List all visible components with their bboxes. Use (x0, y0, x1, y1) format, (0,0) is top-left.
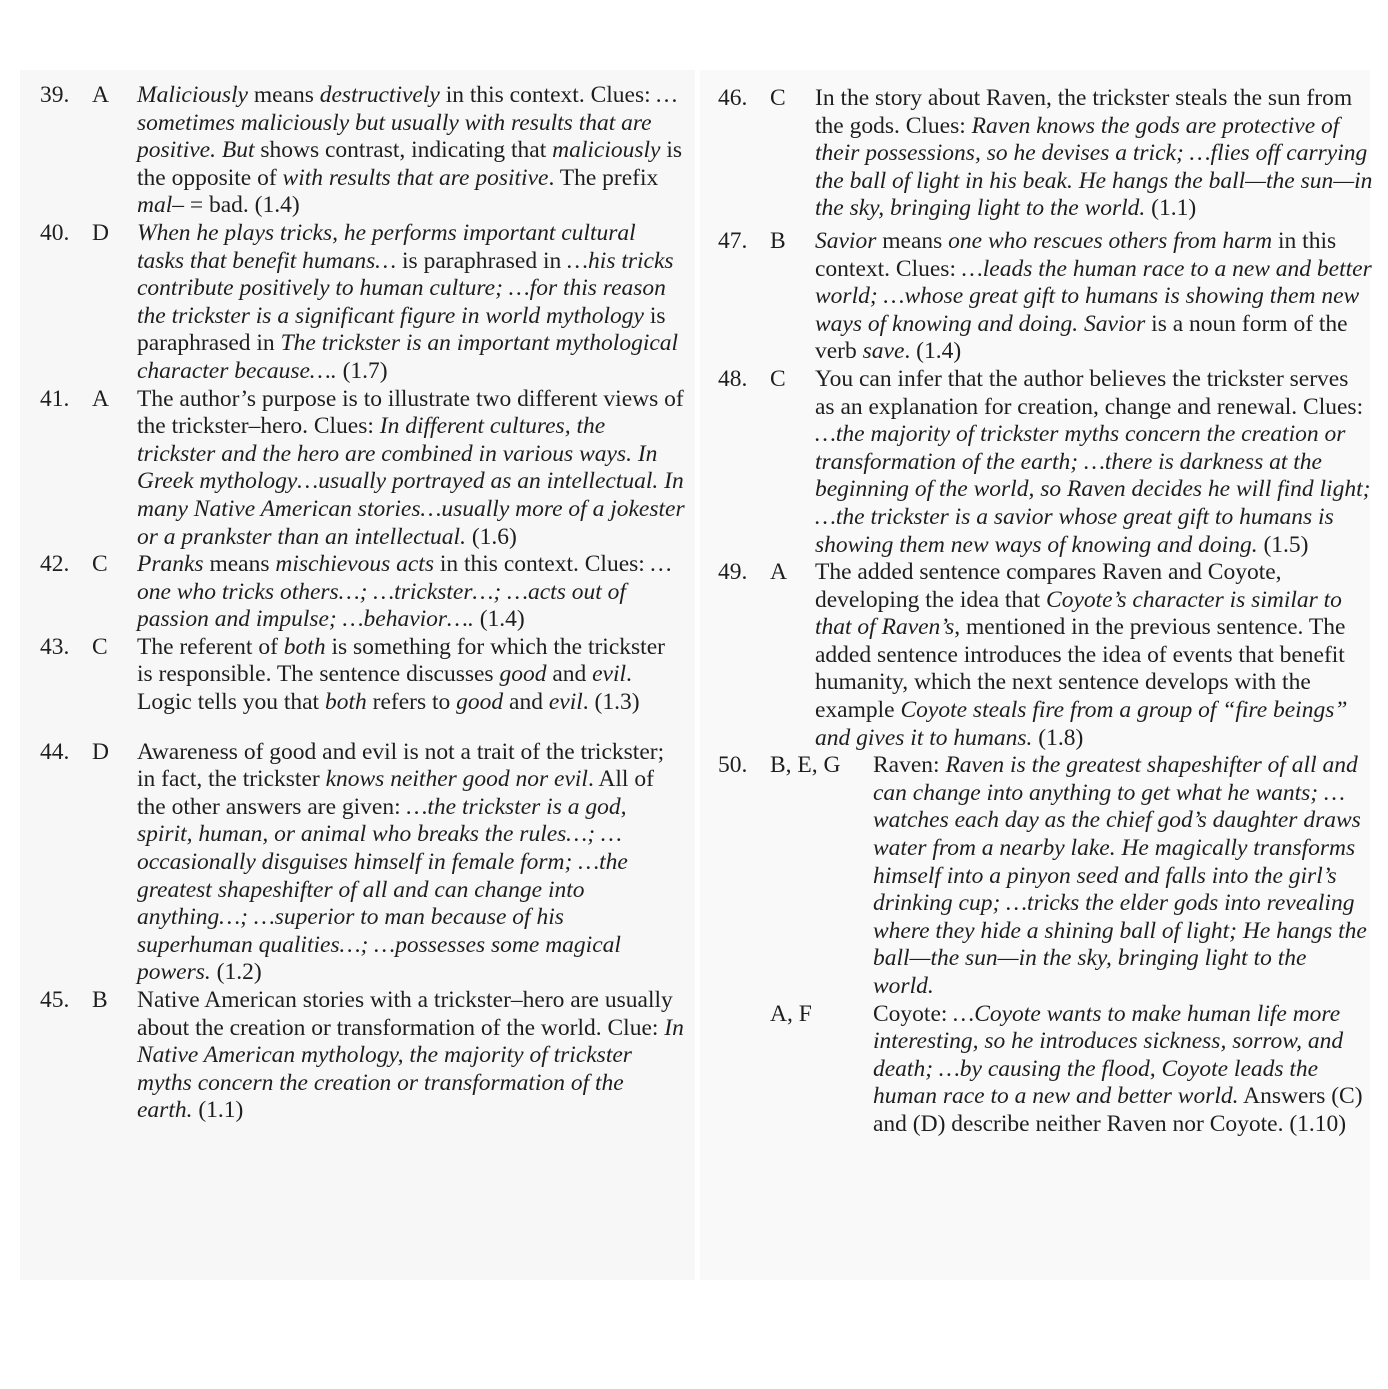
answer-letter: A (92, 385, 109, 412)
answer-letter: C (92, 633, 108, 660)
answer-item-40 (40, 220, 685, 386)
answer-letter: D (92, 738, 109, 765)
answer-item-44 (40, 739, 685, 987)
answer-explanation: The author’s purpose is to illustrate two different views of the trickster–hero. Clues: In different cultures, the trickster and the hero are combined in various ways. In Greek mythology…usually portrayed as an intellectual. In many Native American stories…usually more of a jokester or a prankster than an intellectual. (1.6) (137, 385, 685, 550)
answer-letter: C (770, 85, 786, 111)
answer-item-47 (718, 228, 1373, 366)
answer-item-42 (40, 551, 685, 634)
answer-item-39 (40, 82, 685, 220)
question-number: 44. (40, 738, 70, 765)
answer-item-45 (40, 987, 685, 1125)
answer-explanation: You can infer that the author believes the trickster serves as an explanation for creation, change and renewal. Clues: …the majority of trickster myths concern the creation or transformation of the earth; …there is darkness at the beginning of the world, so Raven decides he will find light; …the trickster is a savior whose great gift to humans is showing them new ways of knowing and doing. (1.5) (815, 365, 1371, 558)
answer-explanation: Savior means one who rescues others from harm in this context. Clues: …leads the human race to a new and better world; …whose great gift to humans is showing them new ways of knowing and doing. Savior is a noun form of the verb save. (1.4) (815, 227, 1372, 365)
question-number: 46. (718, 85, 748, 111)
answer-explanation: Maliciously means destructively in this context. Clues: …sometimes maliciously but usually with results that are positive. But shows contrast, indicating that maliciously is the opposite of with results that are positive. The prefix mal– = bad. (1.4) (137, 82, 683, 219)
question-number: 48. (718, 365, 748, 392)
question-number: 45. (40, 987, 70, 1013)
answer-letter: B (770, 227, 786, 254)
question-number: 42. (40, 551, 70, 578)
right-column (718, 85, 1373, 1139)
question-number: 47. (718, 227, 748, 254)
answer-letter: A (770, 559, 787, 586)
answer-explanation: Awareness of good and evil is not a trait of the trickster; in fact, the trickster knows neither good nor evil. All of the other answers are given: …the trickster is a god, spirit, human, or animal who breaks the rules…; …occasionally disguises himself in female form; …the greatest shapeshifter of all and can change into anything…; …superior to man because of his superhuman qualities…; …possesses some magical powers. (1.2) (137, 738, 665, 986)
answer-item-46 (718, 85, 1373, 223)
answer-explanation: Raven: Raven is the greatest shapeshifter of all and can change into anything to get what he wants; …watches each day as the chief god’s daughter draws water from a nearby lake. He magically transforms himself into a pinyon seed and falls into the girl’s drinking cup; …tricks the elder gods into revealing where they hide a shining ball of light; He hangs the ball—the sun—in the sky, bringing light to the world. (873, 752, 1367, 999)
answer-letter: B (92, 987, 108, 1013)
answer-letter: D (92, 219, 109, 246)
answer-item-50-raven (718, 752, 1373, 1000)
answer-letters: B, E, G (770, 752, 841, 779)
question-number: 43. (40, 633, 70, 660)
answer-item-50-coyote (770, 1001, 1373, 1139)
answer-explanation: The referent of both is something for which the trickster is responsible. The sentence discusses good and evil. Logic tells you that both refers to good and evil. (1.3) (137, 633, 665, 716)
left-column (40, 82, 685, 1125)
question-number: 41. (40, 385, 70, 412)
answer-item-43 (40, 634, 685, 717)
answer-explanation: In the story about Raven, the trickster steals the sun from the gods. Clues: Raven knows the gods are protective of their possessions, so he devises a trick; …flies off carrying the ball of light in his beak. He hangs the ball—the sun—in the sky, bringing light to the world. (1.1) (815, 85, 1373, 222)
answer-explanation: Native American stories with a trickster–hero are usually about the creation or transformation of the world. Clue: In Native American mythology, the majority of trickster myths concern the creation or transformation of the earth. (1.1) (137, 987, 684, 1124)
answer-letter: C (92, 551, 108, 578)
answer-letters: A, F (770, 1000, 812, 1027)
answer-item-41 (40, 386, 685, 552)
question-number: 39. (40, 82, 70, 108)
question-number: 49. (718, 559, 748, 586)
answer-explanation: Coyote: …Coyote wants to make human life more interesting, so he introduces sickness, sorrow, and death; …by causing the flood, Coyote leads the human race to a new and better world. Answers (C) and (D) describe neither Raven nor Coyote. (1.10) (873, 1000, 1363, 1137)
answer-letter: C (770, 365, 786, 392)
answer-letter: A (92, 82, 109, 108)
answer-item-48 (718, 366, 1373, 559)
question-number: 50. (718, 752, 748, 779)
answer-explanation: The added sentence compares Raven and Coyote, developing the idea that Coyote’s character is similar to that of Raven’s, mentioned in the previous sentence. The added sentence introduces the idea of events that benefit humanity, which the next sentence develops with the example Coyote steals fire from a group of “fire beings” and gives it to humans. (1.8) (815, 559, 1348, 751)
question-number: 40. (40, 219, 70, 246)
answer-explanation: When he plays tricks, he performs important cultural tasks that benefit humans… is paraphrased in …his tricks contribute positively to human culture; …for this reason the trickster is a significant figure in world mythology is paraphrased in The trickster is an important mythological character because…. (1.7) (137, 219, 679, 384)
answer-explanation: Pranks means mischievous acts in this context. Clues: …one who tricks others…; …trickster…; …acts out of passion and impulse; …behavior…. (1.4) (137, 551, 672, 633)
answer-item-49 (718, 559, 1373, 752)
